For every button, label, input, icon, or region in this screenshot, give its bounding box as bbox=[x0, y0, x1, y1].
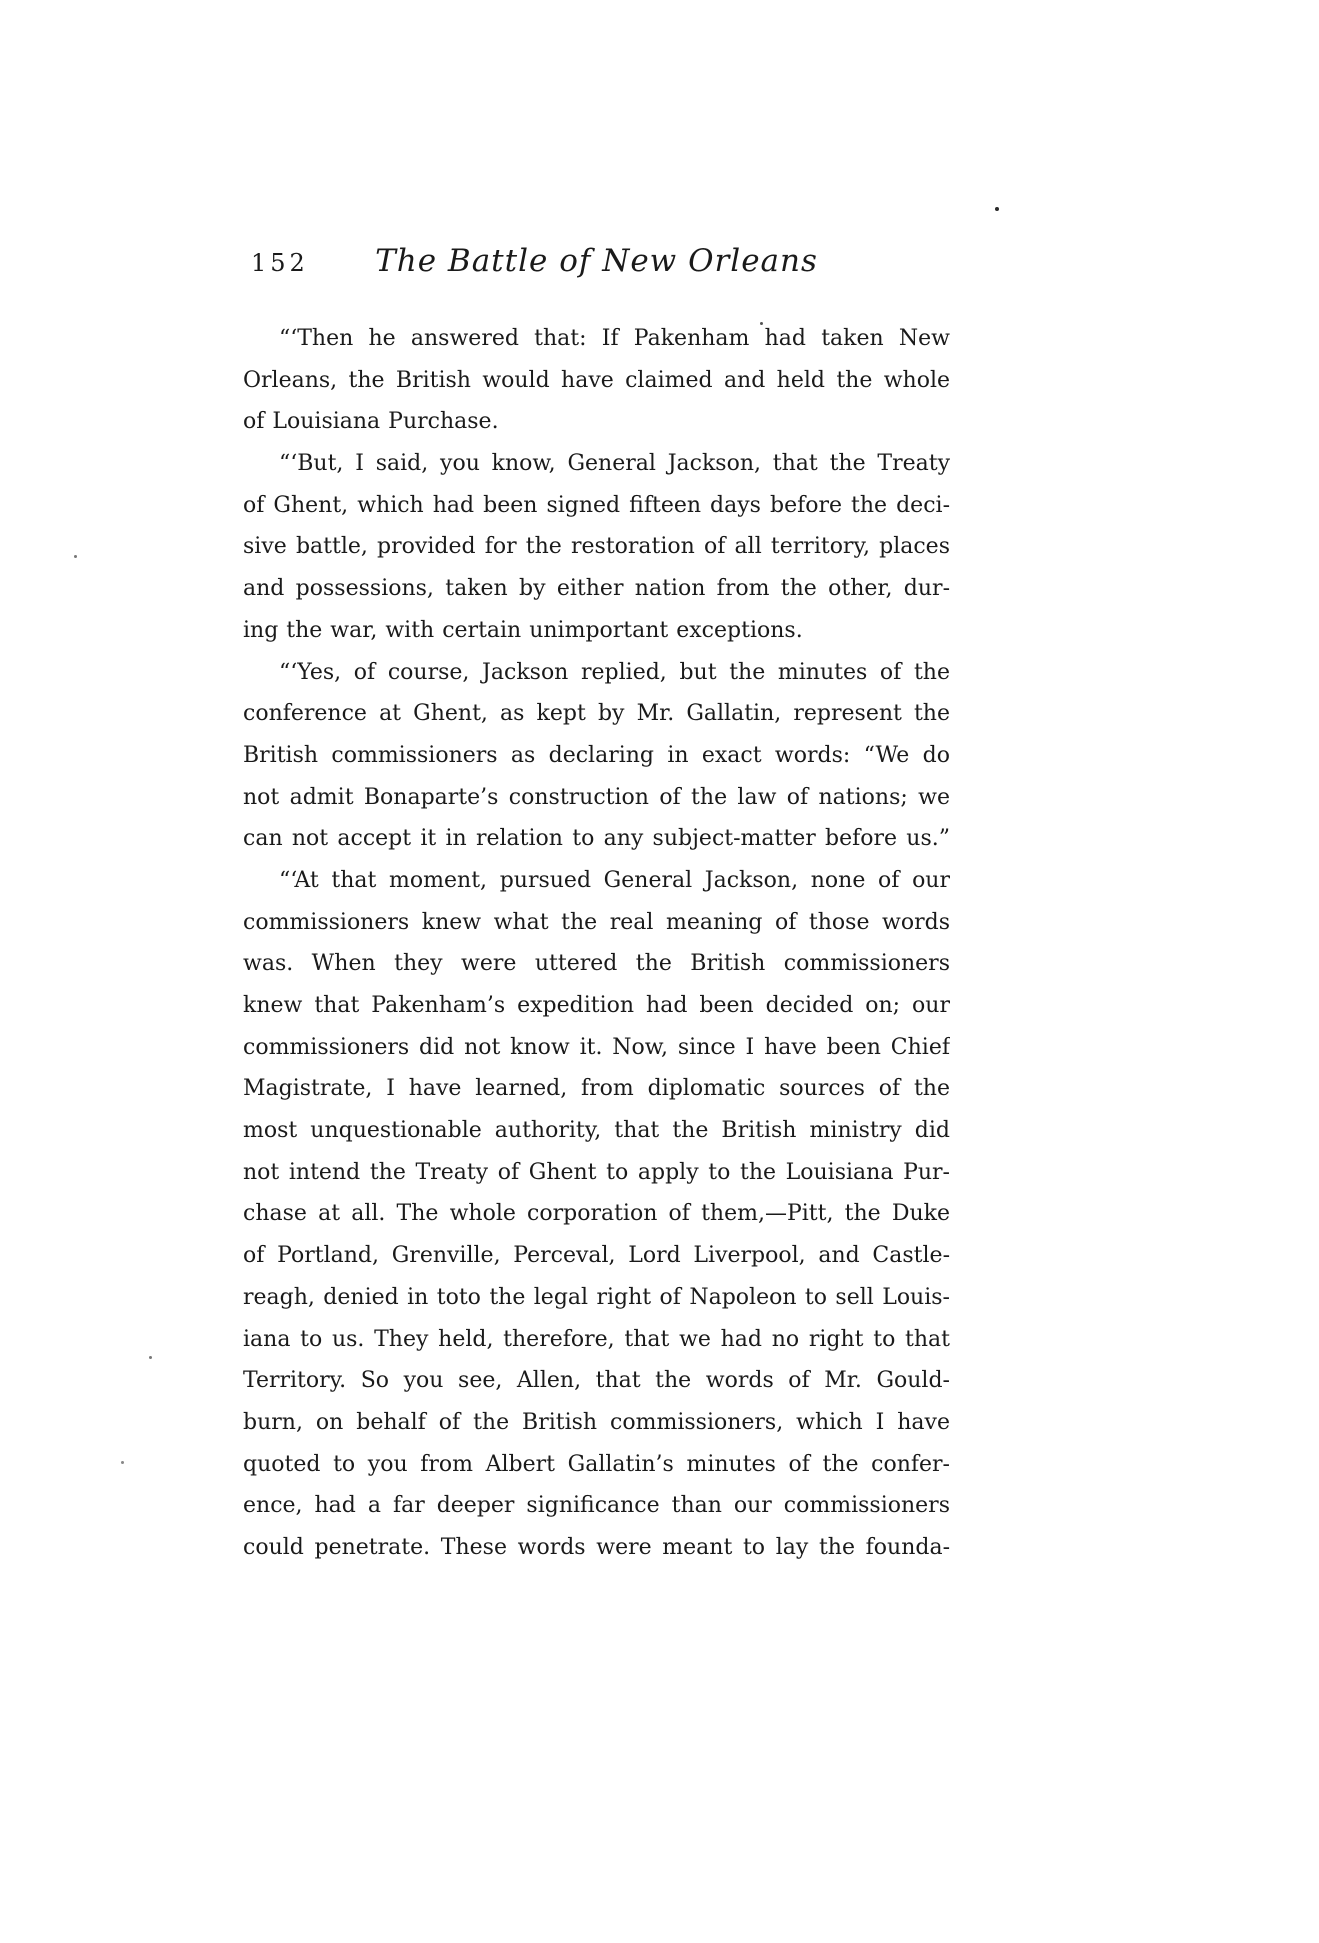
text-line: Magistrate, I have learned, from diplomatic sources of the bbox=[243, 1076, 950, 1102]
text-line: “‘At that moment, pursued General Jackson, none of our bbox=[279, 867, 950, 893]
text-line: commissioners knew what the real meaning of those words bbox=[243, 909, 950, 935]
text-line: of Ghent, which had been signed fifteen days before the deci- bbox=[243, 492, 950, 518]
page-number: 152 bbox=[251, 249, 309, 277]
text-line: iana to us. They held, therefore, that we had no right to that bbox=[243, 1326, 950, 1352]
text-line: reagh, denied in toto the legal right of Napoleon to sell Louis- bbox=[243, 1284, 950, 1310]
text-line: British commissioners as declaring in exact words: “We do bbox=[243, 742, 950, 768]
text-line: commissioners did not know it. Now, since I have been Chief bbox=[243, 1034, 950, 1060]
paragraph bbox=[243, 860, 950, 1569]
body-text bbox=[243, 318, 950, 1569]
text-line: could penetrate. These words were meant to lay the founda- bbox=[243, 1534, 950, 1560]
text-line: Territory. So you see, Allen, that the words of Mr. Gould- bbox=[243, 1368, 950, 1394]
text-line: “‘Then he answered that: If Pakenham had taken New bbox=[279, 326, 950, 351]
text-line: ing the war, with certain unimportant exceptions. bbox=[243, 617, 803, 643]
text-line: not intend the Treaty of Ghent to apply to the Louisiana Pur- bbox=[243, 1159, 950, 1185]
text-line: most unquestionable authority, that the British ministry did bbox=[243, 1118, 950, 1144]
text-line: ence, had a far deeper significance than our commissioners bbox=[243, 1493, 950, 1519]
text-line: Orleans, the British would have claimed and held the whole bbox=[243, 367, 950, 393]
text-line: burn, on behalf of the British commissioners, which I have bbox=[243, 1409, 950, 1435]
text-line: not admit Bonaparte’s construction of the law of nations; we bbox=[243, 784, 950, 810]
paragraph bbox=[243, 652, 950, 860]
text-line: chase at all. The whole corporation of them,—Pitt, the Duke bbox=[243, 1201, 950, 1227]
scan-speck bbox=[149, 1356, 152, 1359]
text-line: was. When they were uttered the British commissioners bbox=[243, 951, 950, 977]
scan-speck bbox=[121, 1461, 124, 1464]
text-line: “‘But, I said, you know, General Jackson, that the Treaty bbox=[279, 451, 950, 477]
scan-speck bbox=[74, 555, 77, 558]
page-header bbox=[243, 243, 950, 283]
text-line: of Portland, Grenville, Perceval, Lord Liverpool, and Castle- bbox=[243, 1243, 950, 1269]
paragraph bbox=[243, 318, 950, 443]
text-line: quoted to you from Albert Gallatin’s minutes of the confer- bbox=[243, 1451, 950, 1477]
running-title: The Battle of New Orleans bbox=[375, 243, 818, 279]
scan-speck bbox=[995, 207, 999, 211]
scan-speck bbox=[760, 322, 763, 325]
text-line: “‘Yes, of course, Jackson replied, but the minutes of the bbox=[279, 659, 950, 685]
text-line: of Louisiana Purchase. bbox=[243, 409, 499, 435]
text-line: sive battle, provided for the restoration of all territory, places bbox=[243, 534, 950, 560]
text-line: knew that Pakenham’s expedition had been decided on; our bbox=[243, 993, 950, 1018]
text-line: conference at Ghent, as kept by Mr. Gallatin, represent the bbox=[243, 701, 950, 727]
text-line: can not accept it in relation to any subject-matter before us.” bbox=[243, 826, 950, 852]
paragraph bbox=[243, 443, 950, 651]
text-line: and possessions, taken by either nation from the other, dur- bbox=[243, 576, 950, 602]
